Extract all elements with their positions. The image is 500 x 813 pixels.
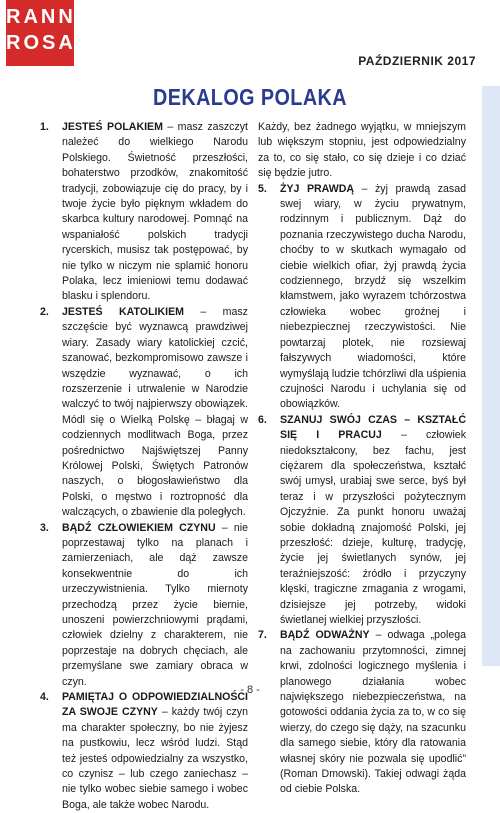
item-number: 5.: [258, 182, 267, 195]
logo-line-2: ROSA: [6, 32, 76, 54]
item-heading: SZANUJ SWÓJ CZAS – KSZTAŁĆ SIĘ I PRACUJ: [280, 413, 466, 442]
list-item: [40, 690, 248, 813]
magazine-logo: [6, 0, 94, 66]
item-heading: PAMIĘTAJ O ODPOWIEDZIALNOŚCI ZA SWOJE CZYNY: [62, 691, 248, 719]
list-item: [258, 413, 466, 629]
list-item: [40, 120, 248, 305]
item-heading: ŻYJ PRAWDĄ: [280, 182, 355, 195]
item-number: 1.: [40, 121, 49, 133]
item-text: – masz zaszczyt należeć do wielkiego Narodu Polskiego. Świetność przeszłości, bohaterstwo przodków, znakomitość tradycji, zobowiązuje cię do pracy, by i twoje życie było pięknym wkładem do skarbca kultury narodowej. Pomnąć na wspaniałość polskich tradycji rycerskich, musisz tak postępować, by nie tylko w niczym nie splamić honoru Polaka, lecz imieniowi temu dodawać blasku i splendoru.: [62, 121, 248, 303]
item-text: – człowiek niedokształcony, bez fachu, jest ciężarem dla społeczeństwa, kształć swój umysł, urabiaj swe serce, byś był teraz i w przyszłości pożytecznym Ojczyźnie. Za punkt honoru uważaj sobie dokładną znajomość Polski, jej przeszłość: dzieje, kulturę, tradycję, życie jej świetlanych synów, jej teraźniejszość: źródło i przyczyny klęski, tragiczne zmagania z wrogami, dzisiejsze jej potrzeby, widoki świetlanej wielkiej przyszłości.: [280, 429, 466, 626]
decorative-side-stripe: [482, 86, 500, 666]
continuation-paragraph: Każdy, bez żadnego wyjątku, w mniejszym lub większym stopniu, jest odpowiedzialny za to, co się stało, co się dzieje i co dziać się będzie jutro.: [258, 121, 466, 180]
item-text: – odwaga „polega na zachowaniu przytomności, zimnej krwi, zdolności logicznego myślenia i planowego działania wobec największego niebezpieczeństwa, na gotowości oddania życia za to, w co się wierzy, do czego się dąży, na szacunku dla samego siebie, który dla ratowania własnej skóry nie pozwala się upodlić” (Roman Dmowski). Takiej odwagi żąda od ciebie Polska.: [280, 629, 466, 796]
page-number: - 8 -: [240, 684, 260, 696]
item-text: – masz szczęście być wyznawcą prawdziwej wiary. Zasady wiary katolickiej czcić, szanować, bezkompromisowo zawsze i wszędzie wyznawać, o ich rozszerzenie i utrwalenie w Narodzie walczyć to twój najpierwszy obowiązek. Módl się o Wielką Polskę – błagaj w codziennych modlitwach Boga, przez pośrednictwo Najświętszej Panny Królowej Polski, Świętych Patronów naszych, o błogosławieństwo dla Polski, o męstwo i roztropność dla walczących, o zbawienie dla poległych.: [62, 305, 248, 519]
item-heading: JESTEŚ KATOLIKIEM: [62, 305, 184, 318]
item-number: 2.: [40, 305, 49, 318]
item-number: 6.: [258, 413, 267, 426]
logo-line-1: RANNA: [6, 6, 94, 28]
item-text: – żyj prawdą zasad swej wiary, w życiu prywatnym, rodzinnym i publicznym. Dąż do poznania rzeczywistego ducha Narodu, choćby to w skutkach wymagało od ciebie wielkich ofiar, żyj prawdą życia codziennego, brzydź się wszelkim kłamstwem, jako wyrazem tchórzostwa człowieka wobec groźnej i niebezpiecznej rzeczywistości. Nie powtarzaj plotek, nie rozsiewaj fałszywych wiadomości, które wymyślają ludzie tchórzliwi dla uśpienia czujności Narodu i uchylania się od obowiązków.: [280, 182, 466, 411]
item-number: 4.: [40, 691, 49, 704]
item-heading: JESTEŚ POLAKIEM: [62, 121, 163, 133]
list-item: [40, 305, 248, 521]
issue-date: PAŹDZIERNIK 2017: [358, 54, 476, 68]
list-item: [40, 521, 248, 690]
list-item: [258, 182, 466, 413]
right-column: [258, 120, 466, 798]
item-number: 3.: [40, 521, 49, 534]
item-text: – każdy twój czyn ma charakter społeczny, bo nie żyjesz na pustkowiu, lecz wśród ludzi. Stąd też jesteś odpowiedzialny za wszystko, co czynisz – lub czego zaniechasz – nie tylko wobec siebie samego i wobec Boga, ale także wobec Narodu.: [62, 706, 248, 811]
item-heading: BĄDŹ CZŁOWIEKIEM CZYNU: [62, 521, 216, 534]
left-column: [40, 120, 248, 813]
item-text: – nie poprzestawaj tylko na planach i zamierzeniach, ale dąż zawsze konsekwentnie do ich urzeczywistnienia. Tylko miernoty przechodzą przez życie biernie, unoszeni powierzchniowymi prądami, człowiek dzielny z charakterem, nie poprzestaje na dobrych chęciach, ale przemyślane swe zamiary obraca w czyn.: [62, 521, 249, 688]
item-heading: BĄDŹ ODWAŻNY: [280, 629, 370, 642]
page-title: DEKALOG POLAKA: [153, 84, 347, 110]
item-number: 7.: [258, 629, 267, 642]
list-item: [258, 628, 466, 797]
